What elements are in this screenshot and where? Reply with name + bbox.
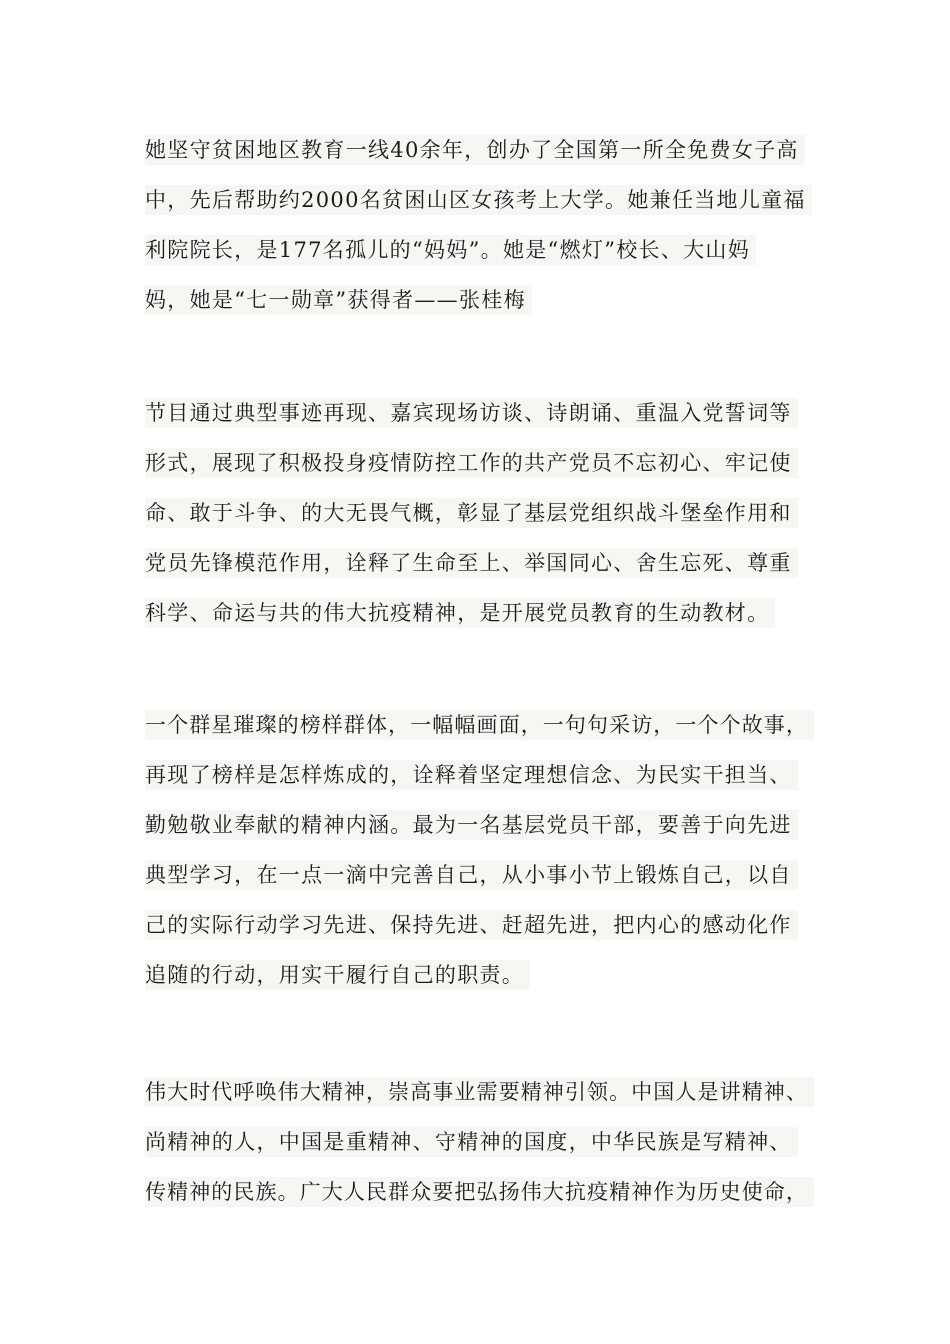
text-line — [145, 185, 825, 215]
text-line — [145, 960, 825, 990]
line-text: 她坚守贫困地区教育一线40余年，创办了全国第一所全免费女子高 — [145, 135, 805, 165]
paragraph-program-summary — [145, 398, 825, 648]
line-text: 勤勉敬业奉献的精神内涵。最为一名基层党员干部，要善于向先进 — [145, 810, 798, 840]
text-line — [145, 760, 825, 790]
text-line — [145, 1127, 825, 1157]
text-line — [145, 710, 825, 740]
text-line — [145, 235, 825, 265]
text-line — [145, 448, 825, 478]
text-line — [145, 498, 825, 528]
line-text: 伟大时代呼唤伟大精神，崇高事业需要精神引领。中国人是讲精神、 — [145, 1077, 814, 1107]
line-text: 形式，展现了积极投身疫情防控工作的共产党员不忘初心、牢记使 — [145, 448, 798, 478]
text-line — [145, 598, 825, 628]
paragraph-zhang-guimei — [145, 135, 825, 335]
text-line — [145, 860, 825, 890]
line-text: 传精神的民族。广大人民群众要把弘扬伟大抗疫精神作为历史使命， — [145, 1177, 814, 1207]
line-text: 党员先锋模范作用，诠释了生命至上、举国同心、舍生忘死、尊重 — [145, 548, 798, 578]
text-line — [145, 1077, 825, 1107]
text-line — [145, 285, 825, 315]
line-text: 节目通过典型事迹再现、嘉宾现场访谈、诗朗诵、重温入党誓词等 — [145, 398, 798, 428]
line-text: 妈，她是“七一勋章”获得者——张桂梅 — [145, 285, 532, 315]
text-line — [145, 135, 825, 165]
line-text: 命、敢于斗争、的大无畏气概，彰显了基层党组织战斗堡垒作用和 — [145, 498, 798, 528]
line-text: 追随的行动，用实干履行自己的职责。 — [145, 960, 530, 990]
text-line — [145, 810, 825, 840]
text-line — [145, 910, 825, 940]
line-text: 一个群星璀璨的榜样群体，一幅幅画面，一句句采访，一个个故事， — [145, 710, 814, 740]
line-text: 利院院长，是177名孤儿的“妈妈”。她是“燃灯”校长、大山妈 — [145, 235, 756, 265]
line-text: 中，先后帮助约2000名贫困山区女孩考上大学。她兼任当地儿童福 — [145, 185, 812, 215]
paragraph-role-models — [145, 710, 825, 1010]
paragraph-great-spirit — [145, 1077, 825, 1227]
line-text: 己的实际行动学习先进、保持先进、赶超先进，把内心的感动化作 — [145, 910, 798, 940]
line-text: 典型学习，在一点一滴中完善自己，从小事小节上锻炼自己，以自 — [145, 860, 798, 890]
text-line — [145, 398, 825, 428]
line-text: 再现了榜样是怎样炼成的，诠释着坚定理想信念、为民实干担当、 — [145, 760, 798, 790]
text-line — [145, 548, 825, 578]
text-line — [145, 1177, 825, 1207]
line-text: 尚精神的人，中国是重精神、守精神的国度，中华民族是写精神、 — [145, 1127, 798, 1157]
line-text: 科学、命运与共的伟大抗疫精神，是开展党员教育的生动教材。 — [145, 598, 775, 628]
